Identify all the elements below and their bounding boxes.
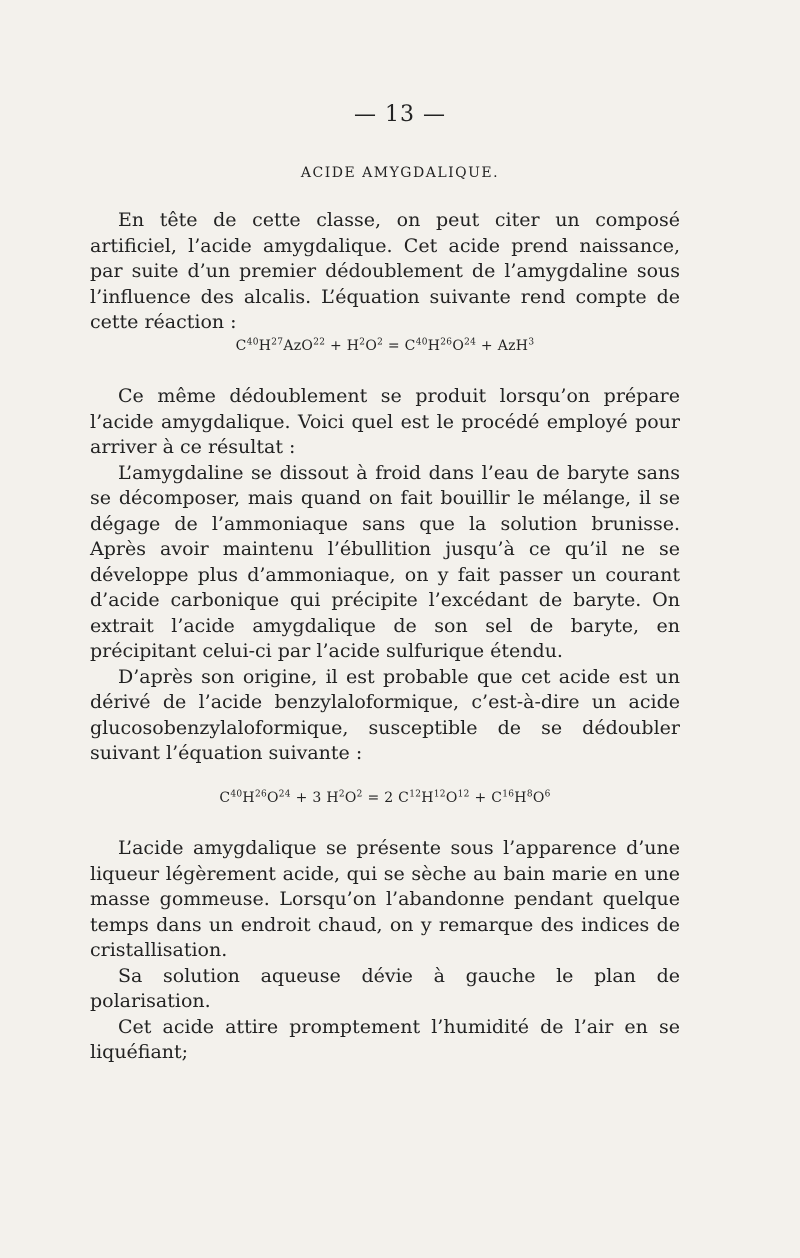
paragraph: Cet acide attire promptement l’humidité de l’air en se liquéfiant; [90,1015,680,1063]
paragraph: D’après son origine, il est probable que cet acide est un dérivé de l’acide benzylaloformique, c’est-à-dire un acide glucosobenzylaloformique, susceptible de se dédoubler suivant l’équation suivante : [90,665,680,764]
equation-hydrolysis: $C^{40}H^{27}AzO^{22} + H^2O^2 = C^{40}H^{26}O^{24} + AzH^3$ [235,337,535,354]
text-block-properties [90,836,680,1066]
paragraph: L’acide amygdalique se présente sous l’apparence d’une liqueur légèrement acide, qui se sèche au bain marie en une masse gommeuse. Lorsqu’on l’abandonne pendant quelque temps dans un endroit chaud, on y remarque des indices de cristallisation. [90,837,680,961]
paragraph: Ce même dédoublement se produit lorsqu’on prépare l’acide amygdalique. Voici quel est le procédé employé pour arriver à ce résultat : [90,385,680,458]
paragraph: Sa solution aqueuse dévie à gauche le plan de polarisation. [90,964,680,1012]
text-block-intro [90,208,680,336]
paragraph: L’amygdaline se dissout à froid dans l’eau de baryte sans se décomposer, mais quand on fait bouillir le mélange, il se dégage de l’ammoniaque sans que la solution brunisse. Après avoir maintenu l’ébullition jusqu’à ce qu’il ne se développe plus d’ammoniaque, on y fait passer un courant d’acide carbonique qui précipite l’excédant de baryte. On extrait l’acide amygdalique de son sel de baryte, en précipitant celui-ci par l’acide sulfurique étendu. [90,461,680,662]
equation-decomposition: $C^{40}H^{26}O^{24} + 3$ $H^2O^2 = 2$ $C^{12}H^{12}O^{12} + C^{16}H^8O^6$ [219,789,551,806]
section-title: ACIDE AMYGDALIQUE. [300,165,500,181]
text-block-procedure [90,384,680,767]
paragraph: En tête de cette classe, on peut citer un composé artificiel, l’acide amygdalique. Cet acide prend naissance, par suite d’un premier dédoublement de l’amygdaline sous l’influence des alcalis. L’équation suivante rend compte de cette réaction : [90,209,680,333]
page-number: — 13 — [354,102,446,127]
